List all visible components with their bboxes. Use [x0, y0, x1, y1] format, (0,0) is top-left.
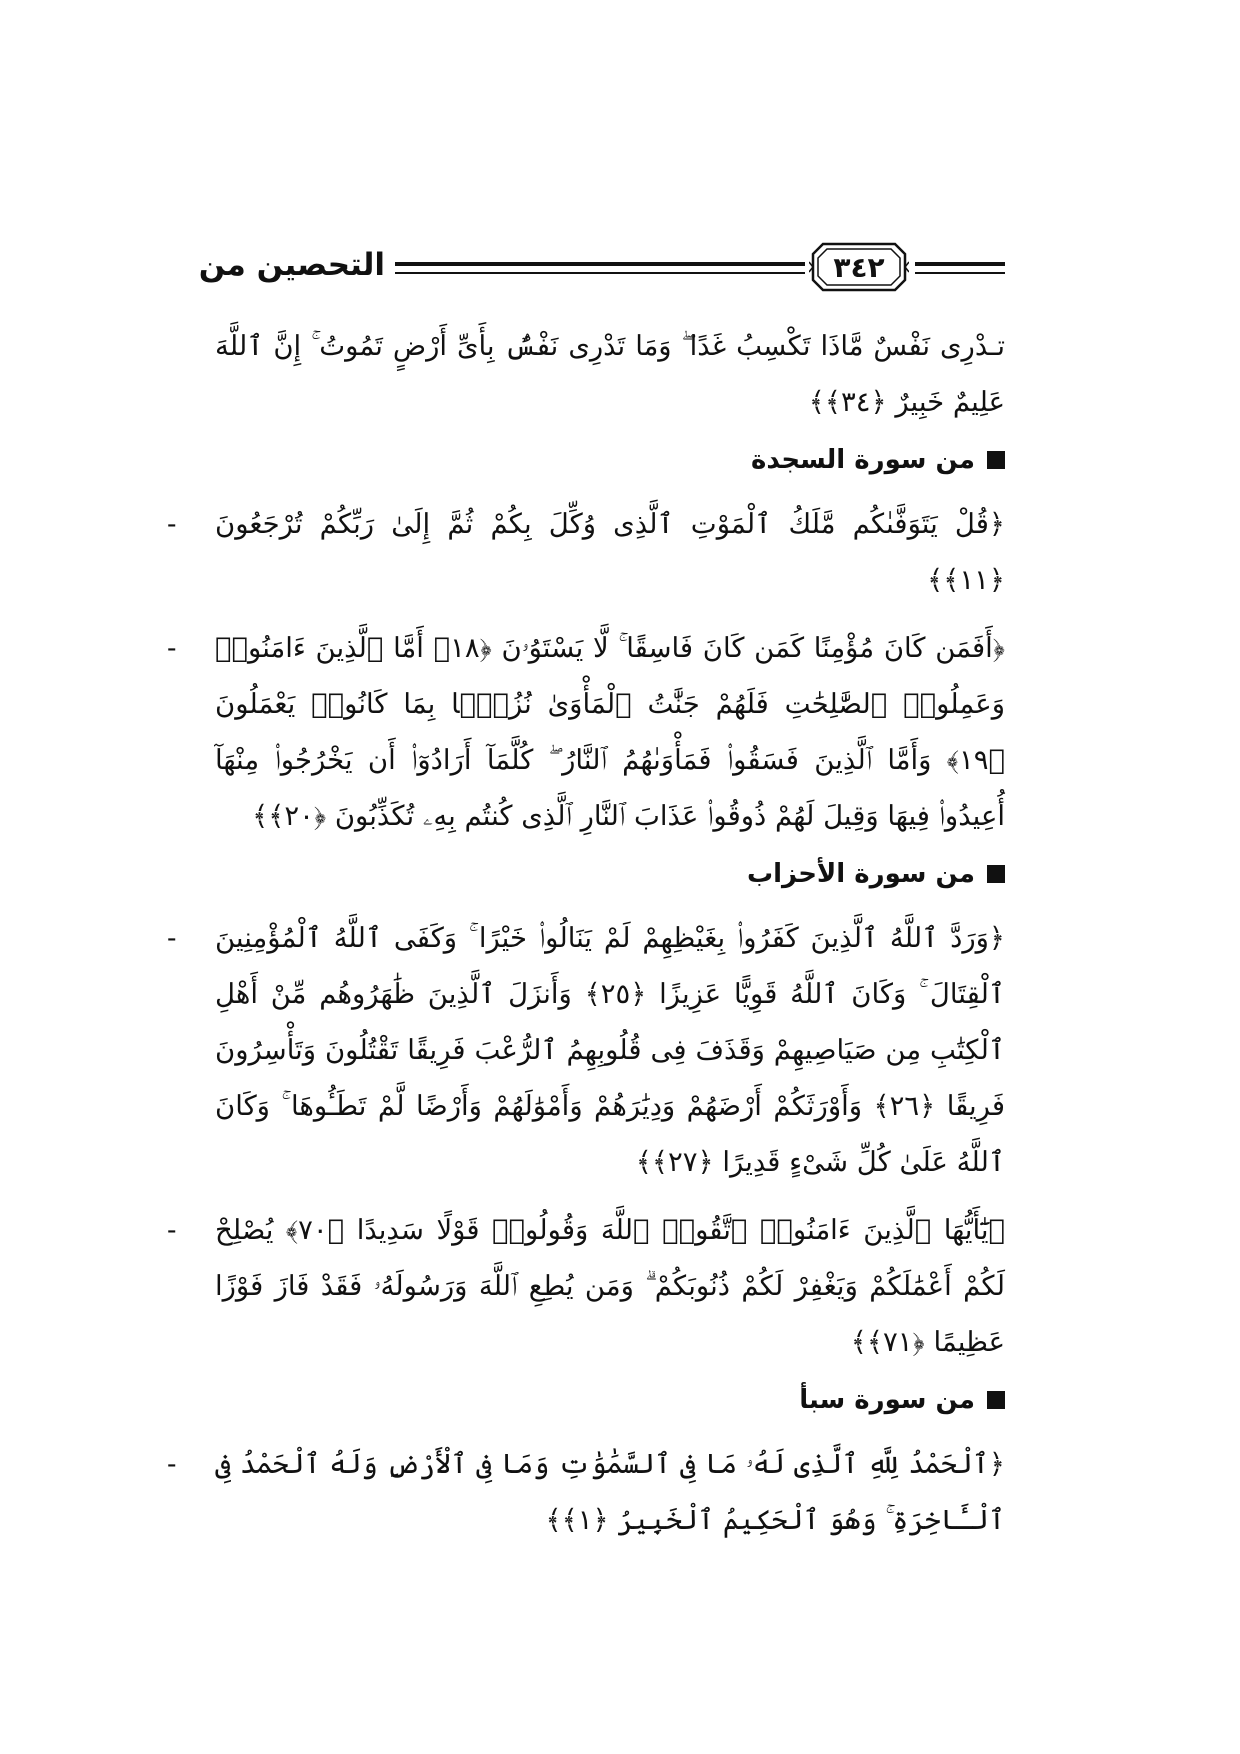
verse-text: ﴿ٱلْحَمْدُ لِلَّهِ ٱلَّذِى لَهُۥ مَا فِى ٱلسَّمَٰوَٰتِ وَمَا فِى ٱلْأَرْضِ وَلَهُ ٱلْحَمْدُ فِى ٱلْـَٔاخِرَةِ ۚ وَهُوَ ٱلْحَكِيمُ ٱلْخَبِيرُ ﴿١﴾﴾ [215, 1448, 1005, 1536]
square-bullet-icon [987, 451, 1005, 469]
dash-marker: - [167, 631, 177, 664]
verse-text: ﴿قُلْ يَتَوَفَّىٰكُم مَّلَكُ ٱلْمَوْتِ ٱلَّذِى وُكِّلَ بِكُمْ ثُمَّ إِلَىٰ رَبِّكُمْ تُرْجَعُونَ ﴿١١﴾﴾ [215, 508, 1005, 596]
verse-text: ﴿وَرَدَّ ٱللَّهُ ٱلَّذِينَ كَفَرُوا۟ بِغَيْظِهِمْ لَمْ يَنَالُوا۟ خَيْرًا ۚ وَكَفَى ٱللَّهُ ٱلْمُؤْمِنِينَ ٱلْقِتَالَ ۚ وَكَانَ ٱللَّهُ قَوِيًّا عَزِيزًا ﴿٢٥﴾ وَأَنزَلَ ٱلَّذِينَ ظَٰهَرُوهُم مِّنْ أَهْلِ ٱلْكِتَٰبِ مِن صَيَاصِيهِمْ وَقَذَفَ فِى قُلُوبِهِمُ ٱلرُّعْبَ فَرِيقًا تَقْتُلُونَ وَتَأْسِرُونَ فَرِيقًا ﴿٢٦﴾ وَأَوْرَثَكُمْ أَرْضَهُمْ وَدِيَٰرَهُمْ وَأَمْوَٰلَهُمْ وَأَرْضًا لَّمْ تَطَـُٔوهَا ۚ وَكَانَ ٱللَّهُ عَلَىٰ كُلِّ شَىْءٍ قَدِيرًا ﴿٢٧﴾﴾ [215, 922, 1005, 1178]
dash-marker: - [167, 1213, 177, 1246]
verse-text: ﴿يَٰٓأَيُّهَا ٱلَّذِينَ ءَامَنُوا۟ ٱتَّقُوا۟ ٱللَّهَ وَقُولُوا۟ قَوْلًا سَدِيدًا ﴿٧٠﴾ يُصْلِحْ لَكُمْ أَعْمَٰلَكُمْ وَيَغْفِرْ لَكُمْ ذُنُوبَكُمْ ۗ وَمَن يُطِعِ ٱللَّهَ وَرَسُولَهُۥ فَقَدْ فَازَ فَوْزًا عَظِيمًا ﴿٧١﴾﴾ [215, 1214, 1005, 1358]
verse-item [167, 1202, 1005, 1370]
verse-item [167, 910, 1005, 1190]
section-heading-ahzab [215, 852, 1005, 896]
page-number: ٣٤٢ [833, 251, 885, 284]
spacer [215, 608, 1005, 620]
dash-marker: - [167, 921, 177, 954]
section-heading-text: من سورة الأحزاب [746, 859, 975, 889]
spacer [215, 1190, 1005, 1202]
section-heading-sajdah [215, 438, 1005, 482]
page-header [198, 236, 1005, 306]
verse-continuation: تـدْرِى نَفْسٌ مَّاذَا تَكْسِبُ غَدًا ۖ وَمَا تَدْرِى نَفْسٌۢ بِأَىِّ أَرْضٍ تَمُوتُ ۚ إِنَّ ٱللَّهَ عَلِيمٌ خَبِيرٌ ﴿٣٤﴾﴾ [215, 330, 1005, 418]
square-bullet-icon [987, 1391, 1005, 1409]
section-heading-saba [215, 1378, 1005, 1422]
section-heading-text: من سورة السجدة [750, 445, 975, 475]
header-rule-left-bottom [395, 272, 805, 274]
header-rule-left-top [395, 262, 805, 266]
header-rule-right-top [915, 262, 1005, 266]
header-rule-right-bottom [915, 272, 1005, 274]
verse-text: ﴿أَفَمَن كَانَ مُؤْمِنًا كَمَن كَانَ فَاسِقًا ۚ لَّا يَسْتَوُۥنَ ﴿١٨﴾ أَمَّا ٱلَّذِينَ ءَامَنُوا۟ وَعَمِلُوا۟ ٱلصَّٰلِحَٰتِ فَلَهُمْ جَنَّٰتُ ٱلْمَأْوَىٰ نُزُلًۢا بِمَا كَانُوا۟ يَعْمَلُونَ ﴿١٩﴾ وَأَمَّا ٱلَّذِينَ فَسَقُوا۟ فَمَأْوَىٰهُمُ ٱلنَّارُ ۖ كُلَّمَآ أَرَادُوٓا۟ أَن يَخْرُجُوا۟ مِنْهَآ أُعِيدُوا۟ فِيهَا وَقِيلَ لَهُمْ ذُوقُوا۟ عَذَابَ ٱلنَّارِ ٱلَّذِى كُنتُم بِهِۦ تُكَذِّبُونَ ﴿٢٠﴾﴾ [215, 632, 1005, 832]
dash-marker: - [167, 507, 177, 540]
page-number-badge [809, 240, 909, 294]
verse-item [167, 620, 1005, 844]
dash-marker: - [167, 1447, 177, 1480]
square-bullet-icon [987, 865, 1005, 883]
running-title: التحصين من [198, 247, 385, 283]
page-body [167, 318, 1005, 1548]
verse-item [167, 496, 1005, 608]
section-heading-text: من سورة سبأ [799, 1385, 975, 1415]
verse-item [167, 1436, 1005, 1548]
